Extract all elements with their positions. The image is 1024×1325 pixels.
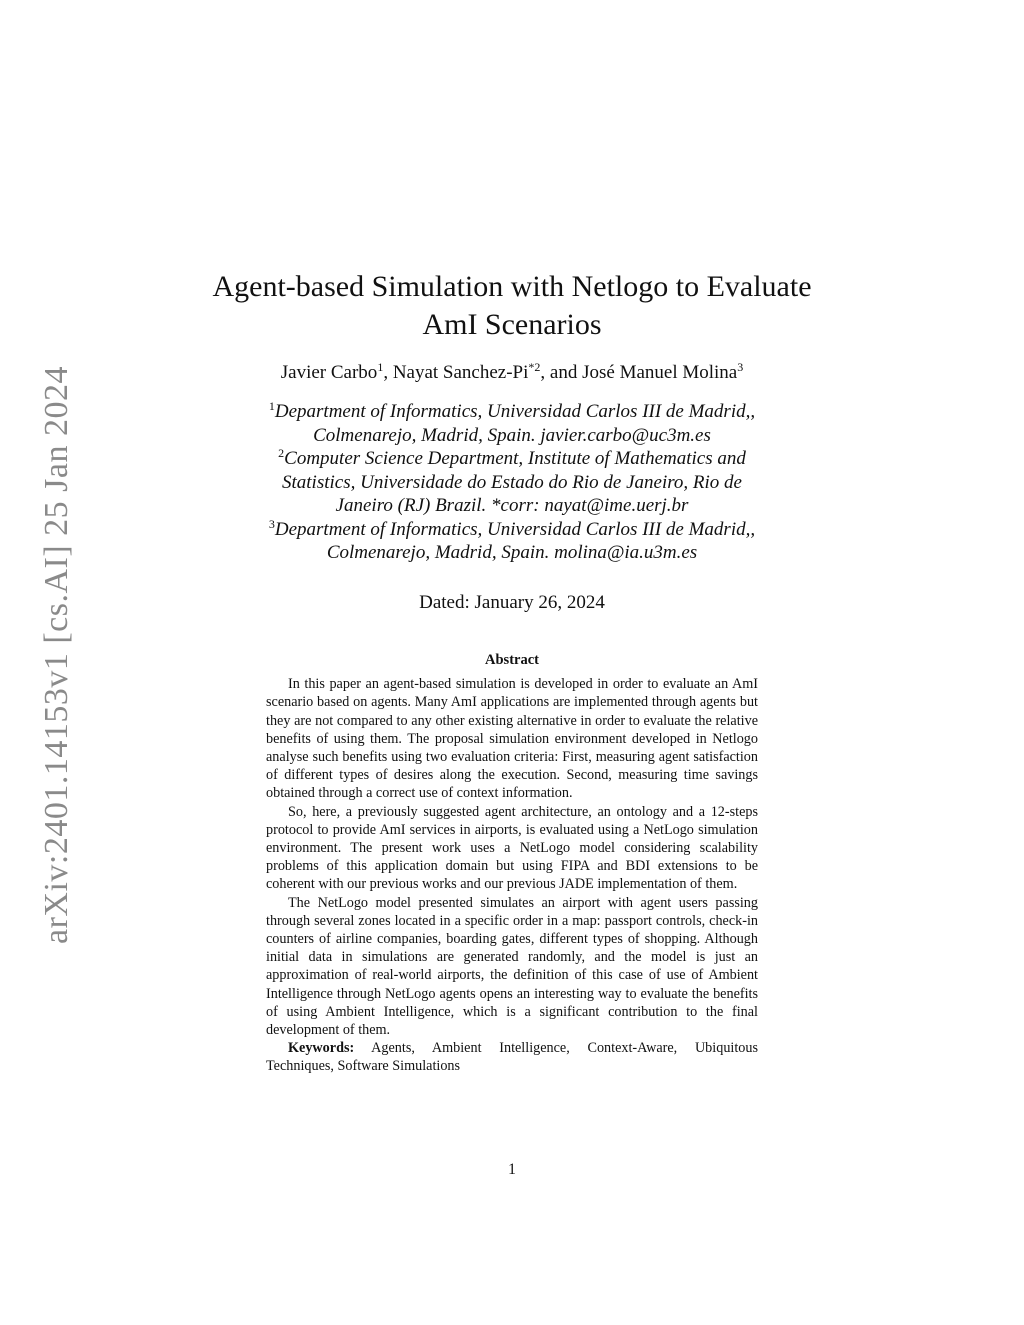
affiliation-line [0,494,1024,518]
keywords-paragraph [266,1039,758,1075]
affiliation-line [0,447,1024,471]
affiliation-mark: 1 [268,399,275,413]
abstract-heading: Abstract [485,652,539,668]
affiliation-text: Colmenarejo, Madrid, Spain. molina@ia.u3m.es [326,542,698,563]
affiliation-line [0,541,1024,565]
affiliation-text: Janeiro (RJ) Brazil. *corr: nayat@ime.uerj.br [335,495,689,516]
abstract-paragraph: So, here, a previously suggested agent architecture, an ontology and a 12-steps protocol to provide AmI services in airports, is evaluated using a NetLogo simulation environment. The present work uses a NetLogo model considering scalability problems of this application domain but using FIPA and BDI extensions to be coherent with our previous works and our previous JADE implementation of them. [266,803,758,893]
author-name: Nayat Sanchez-Pi [392,362,529,383]
abstract-paragraph: The NetLogo model presented simulates an airport with agent users passing through several zones located in a specific order in a map: passport controls, check-in counters of airline companies, boarding gates, different types of shopping. Although initial data in simulations are generated randomly, and the model is just an approximation of real-world airports, the definition of this case of use of Ambient Intelligence through NetLogo agents opens an interesting way to evaluate the benefits of using Ambient Intelligence, which is a significant contribution to the final development of them. [266,894,758,1039]
affiliation-mark: 2 [278,446,285,460]
affiliation-text: Computer Science Department, Institute of Mathematics and [284,448,746,469]
page-number: 1 [508,1161,516,1178]
author-name: Javier Carbo [280,362,378,383]
affiliation-text: Department of Informatics, Universidad Carlos III de Madrid,, [274,518,756,540]
title-line-2: AmI Scenarios [422,308,602,341]
keywords-text: Agents, Ambient Intelligence, Context-Aware, Ubiquitous Techniques, Software Simulations [266,1040,758,1075]
affiliation-mark: 3 [268,516,275,531]
author-separator: , [383,362,393,383]
affiliation-line [0,471,1024,495]
arxiv-identifier: arXiv:2401.14153v1 [cs.AI] 25 Jan 2024 [38,365,75,945]
abstract-paragraph: In this paper an agent-based simulation is developed in order to evaluate an AmI scenario based on agents. Many AmI applications are implemented through agents but they are not compared to any other existing alternative in order to evaluate the relative benefits of using them. The proposal simulation environment developed in Netlogo analyse such benefits using two evaluation criteria: First, measuring agent satisfaction of different types of desires along the execution. Second, measuring time savings obtained through a correct use of context information. [266,676,758,802]
abstract-section [266,651,758,1076]
affiliation-line [0,424,1024,448]
author-separator: , and [540,362,583,383]
author-name: José Manuel Molina [582,362,738,383]
affiliation-text: Statistics, Universidade do Estado do Rio de Janeiro, Rio de [282,471,742,493]
date-line: Dated: January 26, 2024 [419,592,605,613]
author-list [0,362,1024,384]
affiliation-text: Department of Informatics, Universidad Carlos III de Madrid,, [274,401,756,422]
affiliation-text: Colmenarejo, Madrid, Spain. javier.carbo@uc3m.es [313,424,711,446]
author-mark: 1 [377,360,384,374]
author-mark: 3 [737,360,744,374]
affiliation-line [0,518,1024,542]
affiliations [0,400,1024,565]
title-line-1: Agent-based Simulation with Netlogo to Evaluate [212,270,812,303]
paper-title [0,268,1024,344]
author-mark: *2 [528,360,541,374]
keywords-label: Keywords: [288,1040,355,1057]
affiliation-line [0,400,1024,424]
